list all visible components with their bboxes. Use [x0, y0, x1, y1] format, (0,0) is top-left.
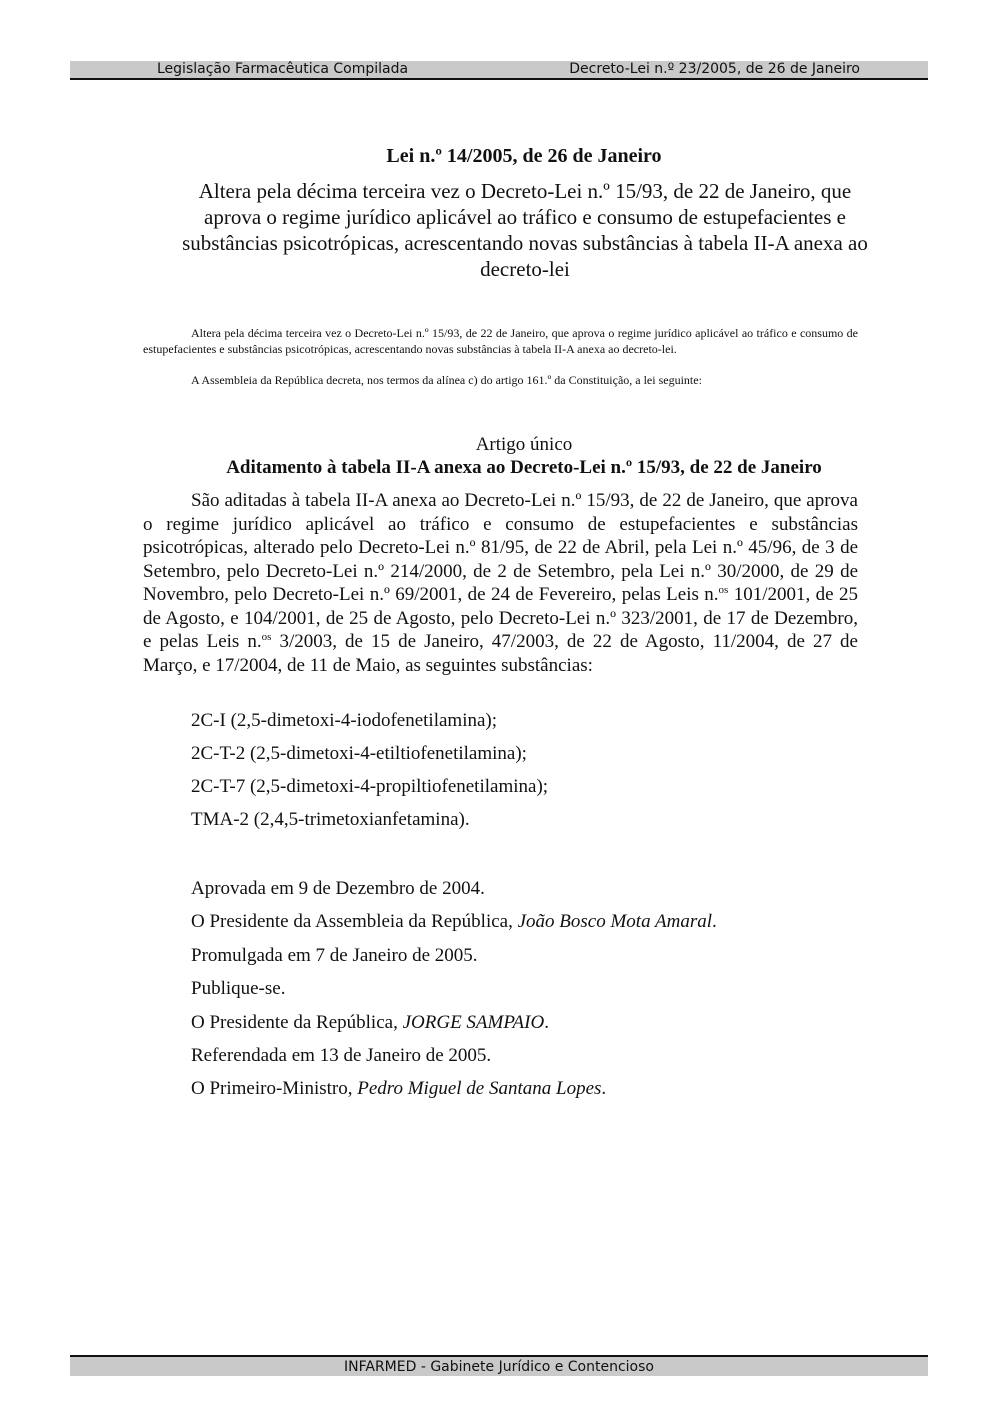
- article-title: Aditamento à tabela II-A anexa ao Decreto-Lei n.º 15/93, de 22 de Janeiro: [226, 457, 822, 478]
- assembly-president-name: João Bosco Mota Amaral: [517, 911, 712, 932]
- summary-paragraph: Altera pela décima terceira vez o Decreto-Lei n.º 15/93, de 22 de Janeiro, que aprova o regime jurídico aplicável ao tráfico e consumo de estupefacientes e substâncias psicotrópicas, acrescentando novas substâncias à tabela II-A anexa ao decreto-lei.: [143, 326, 858, 356]
- article-body: [143, 489, 858, 677]
- substance-item: 2C-I (2,5-dimetoxi-4-iodofenetilamina);: [191, 710, 498, 731]
- publish-line: Publique-se.: [191, 978, 286, 999]
- president-line: O Presidente da República, JORGE SAMPAIO.: [191, 1012, 549, 1033]
- assembly-president-line: O Presidente da Assembleia da República, João Bosco Mota Amaral.: [191, 911, 717, 932]
- law-title: Lei n.º 14/2005, de 26 de Janeiro: [386, 145, 662, 167]
- substance-item: TMA-2 (2,4,5-trimetoxianfetamina).: [191, 809, 470, 830]
- promulgated-line: Promulgada em 7 de Janeiro de 2005.: [191, 945, 478, 966]
- article-label: Artigo único: [475, 434, 573, 455]
- article-sup-2: os: [261, 631, 272, 643]
- president-prefix: O Presidente da República,: [191, 1012, 403, 1033]
- running-header: [70, 61, 928, 80]
- approved-line: Aprovada em 9 de Dezembro de 2004.: [191, 878, 485, 899]
- header-left: Legislação Farmacêutica Compilada: [157, 61, 409, 77]
- decree-paragraph: A Assembleia da República decreta, nos termos da alínea c) do artigo 161.º da Constituição, a lei seguinte:: [191, 373, 702, 387]
- substance-item: 2C-T-7 (2,5-dimetoxi-4-propiltiofenetilamina);: [191, 776, 549, 797]
- president-name: JORGE SAMPAIO: [402, 1012, 545, 1033]
- header-right: Decreto-Lei n.º 23/2005, de 26 de Janeiro: [569, 61, 860, 77]
- assembly-president-prefix: O Presidente da Assembleia da República,: [191, 911, 518, 932]
- prime-minister-prefix: O Primeiro-Ministro,: [191, 1078, 358, 1099]
- article-text-2: 101/2001, de 25 de Agosto, e 104/2001, de 25 de Agosto, pelo Decreto-Lei n.º 323/2001, de 17 de Dezembro, e pelas Leis n.: [143, 584, 858, 652]
- article-text-3: 3/2003, de 15 de Janeiro, 47/2003, de 22 de Agosto, 11/2004, de 27 de Março, e 17/2004, de 11 de Maio, as seguintes substâncias:: [143, 631, 858, 676]
- referendada-line: Referendada em 13 de Janeiro de 2005.: [191, 1045, 492, 1066]
- prime-minister-name: Pedro Miguel de Santana Lopes: [357, 1078, 602, 1099]
- article-sup-1: os: [718, 584, 729, 596]
- running-footer: INFARMED - Gabinete Jurídico e Contencioso: [70, 1355, 928, 1376]
- substance-item: 2C-T-2 (2,5-dimetoxi-4-etiltiofenetilamina);: [191, 743, 527, 764]
- prime-minister-line: O Primeiro-Ministro, Pedro Miguel de Santana Lopes.: [191, 1078, 607, 1099]
- law-subtitle: Altera pela décima terceira vez o Decreto-Lei n.º 15/93, de 22 de Janeiro, que aprova o regime jurídico aplicável ao tráfico e consumo de estupefacientes e substâncias psicotrópicas, acrescentando novas substâncias à tabela II-A anexa ao decreto-lei: [182, 179, 868, 281]
- article-text-1: São aditadas à tabela II-A anexa ao Decreto-Lei n.º 15/93, de 22 de Janeiro, que aprova o regime jurídico aplicável ao tráfico e consumo de estupefacientes e substâncias psicotrópicas, alterado pelo Decreto-Lei n.º 81/95, de 22 de Abril, pela Lei n.º 45/96, de 3 de Setembro, pelo Decreto-Lei n.º 214/2000, de 2 de Setembro, pela Lei n.º 30/2000, de 29 de Novembro, pelo Decreto-Lei n.º 69/2001, de 24 de Fevereiro, pelas Leis n.: [143, 490, 858, 605]
